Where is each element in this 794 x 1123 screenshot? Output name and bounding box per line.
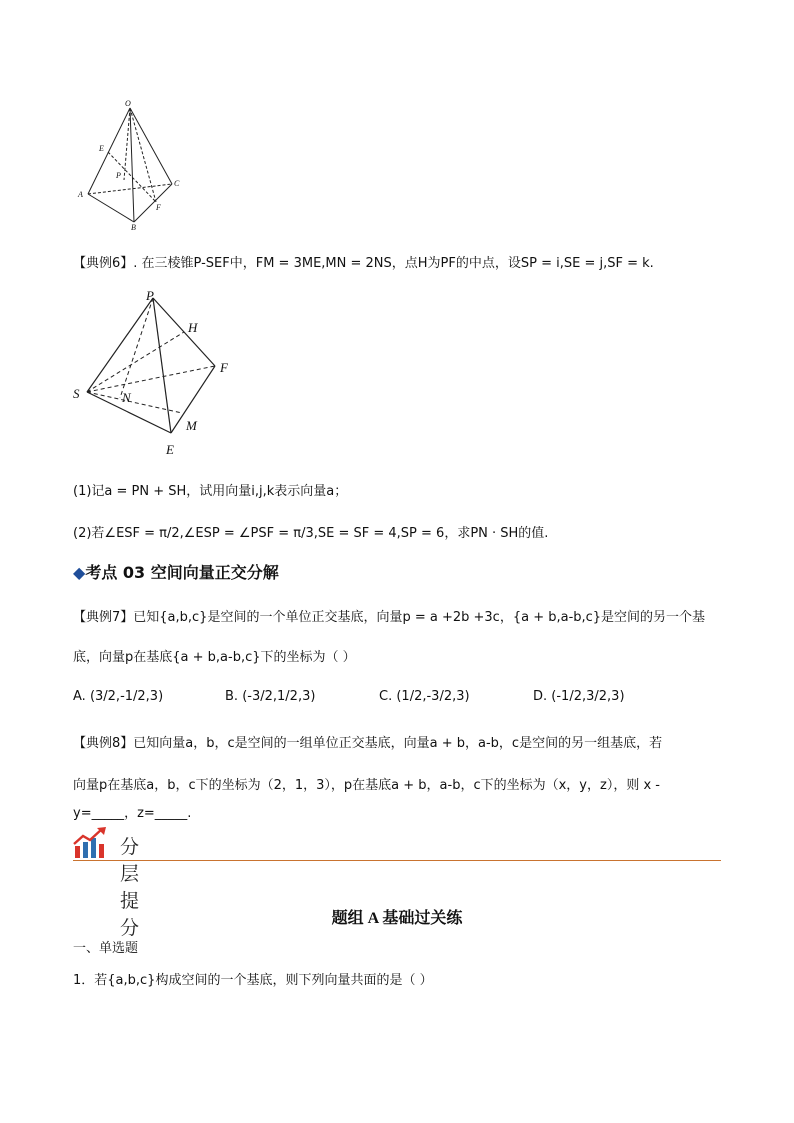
- question-1: 1．若{a,b,c}构成空间的一个基底，则下列向量共面的是（ ）: [73, 973, 433, 988]
- label-F: F: [156, 203, 161, 212]
- example8-line-1: [73, 735, 662, 753]
- tetrahedron-figure-2: [70, 288, 245, 460]
- label-P: P: [116, 171, 121, 180]
- label-P: P: [146, 288, 154, 303]
- option-a[interactable]: [73, 689, 163, 704]
- example7-line-1: [73, 609, 705, 627]
- example7-text-1: 已知{a,b,c}是空间的一个单位正交基底，向量p = a +2b +3c，{a + b,a-b,c}是空间的另一个基: [133, 610, 706, 625]
- group-title: 题组 A 基础过关练: [331, 910, 463, 927]
- label-E: E: [99, 144, 104, 153]
- example6-stem: [73, 255, 654, 273]
- example7-tag: 【典例7】: [73, 610, 134, 625]
- label-A: A: [78, 190, 83, 199]
- example6-tag: 【典例6】: [73, 256, 134, 271]
- label-N: N: [122, 390, 131, 405]
- label-B: B: [131, 223, 136, 232]
- label-O: O: [125, 99, 131, 108]
- example6-text: . 在三棱锥P-SEF中，FM = 3ME,MN = 2NS，点H为PF的中点，设SP = i,SE = j,SF = k.: [133, 256, 654, 271]
- option-b-value: (-3/2,1/2,3): [242, 689, 316, 704]
- option-b[interactable]: [225, 689, 315, 704]
- label-M: M: [186, 418, 197, 433]
- option-d[interactable]: [533, 689, 625, 704]
- label-F: F: [220, 360, 228, 375]
- example8-line-3: y=_____，z=_____.: [73, 806, 192, 821]
- bar-chart-arrow-icon: [73, 826, 109, 860]
- label-S: S: [73, 386, 80, 401]
- option-d-value: (-1/2,3/2,3): [551, 689, 625, 704]
- option-a-label: A.: [73, 689, 86, 704]
- section-title: 考点 03 空间向量正交分解: [85, 563, 279, 582]
- example8-text-1: 已知向量a，b，c是空间的一组单位正交基底，向量a + b，a-b，c是空间的另一组基底，若: [133, 736, 663, 751]
- section-heading: [73, 563, 279, 583]
- option-d-label: D.: [533, 689, 548, 704]
- example8-line-2: 向量p在基底a，b，c下的坐标为（2，1，3），p在基底a + b，a-b，c下的坐标为（x，y，z），则 x -: [73, 778, 660, 793]
- banner-divider: [73, 860, 721, 861]
- option-c-label: C.: [379, 689, 393, 704]
- banner-title: 分层提分: [120, 836, 141, 939]
- option-c[interactable]: [379, 689, 470, 704]
- example8-tag: 【典例8】: [73, 736, 134, 751]
- example7-line-2: 底，向量p在基底{a + b,a-b,c}下的坐标为（ ）: [73, 650, 356, 665]
- example6-question-1: (1)记a = PN + SH，试用向量i,j,k表示向量a；: [73, 484, 348, 499]
- option-c-value: (1/2,-3/2,3): [396, 689, 470, 704]
- example6-question-2: (2)若∠ESF = π/2,∠ESP = ∠PSF = π/3,SE = SF = 4,SP = 6，求PN · SH的值.: [73, 526, 549, 541]
- label-E: E: [166, 442, 174, 457]
- option-a-value: (3/2,-1/2,3): [89, 689, 164, 704]
- label-H: H: [188, 320, 198, 335]
- single-choice-heading: 一、单选题: [73, 941, 139, 956]
- label-C: C: [174, 179, 180, 188]
- option-b-label: B.: [225, 689, 239, 704]
- diamond-icon: ◆: [73, 563, 86, 582]
- tetrahedron-figure-1: [74, 98, 194, 234]
